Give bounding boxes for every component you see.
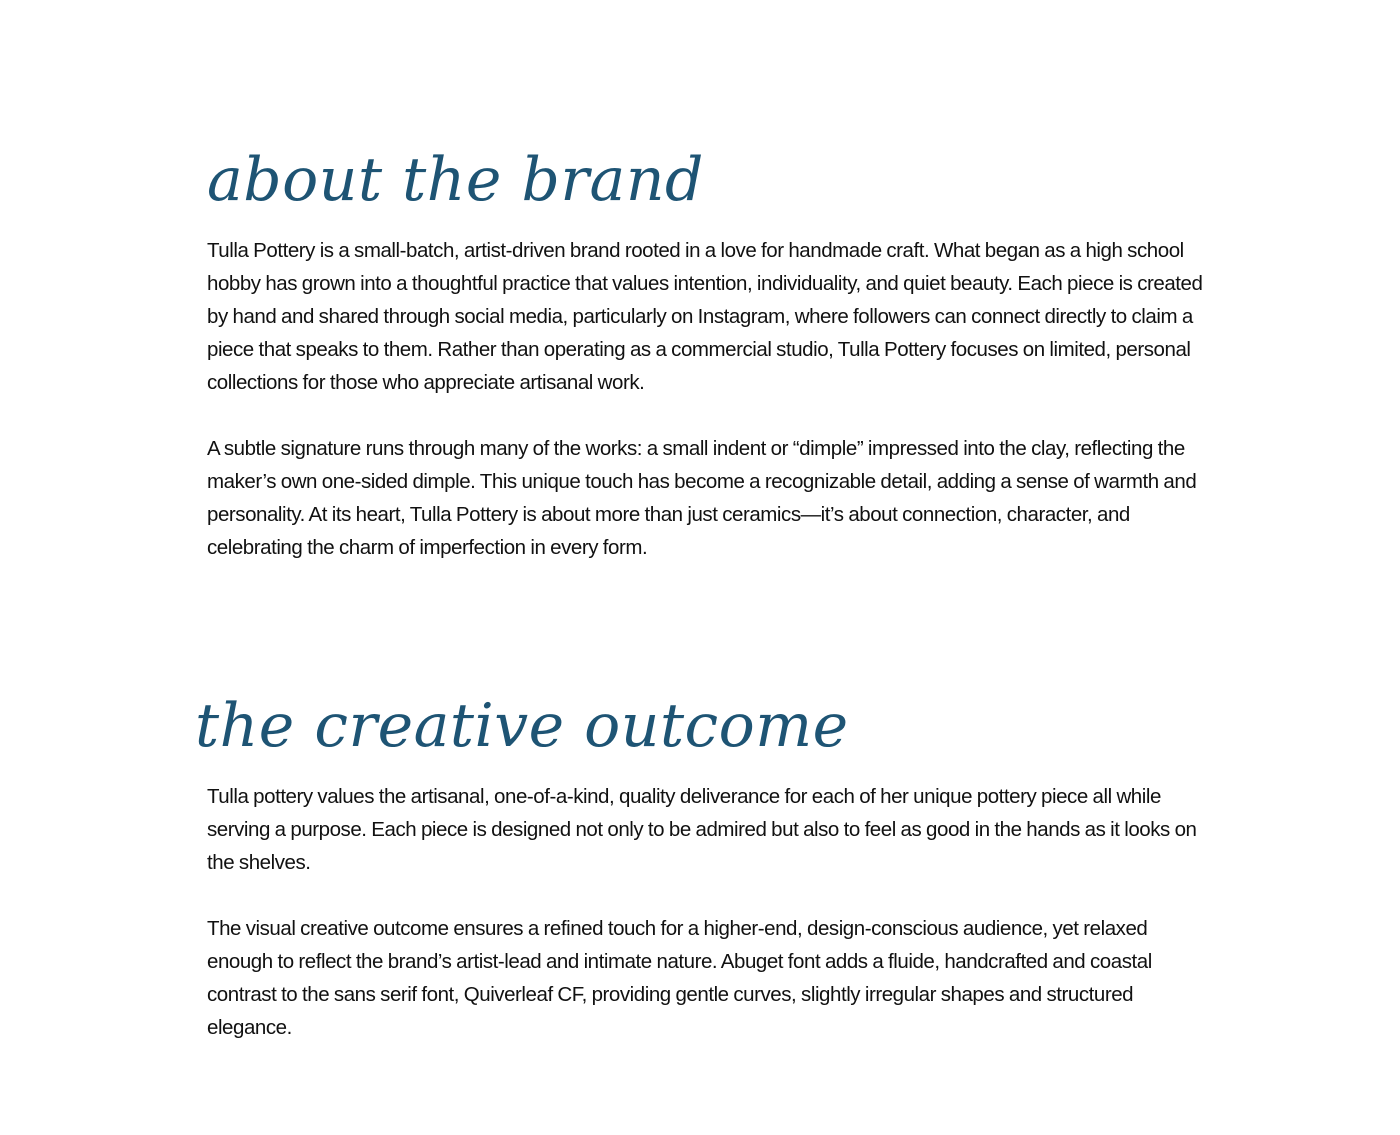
outcome-paragraph-1: Tulla pottery values the artisanal, one-of-a-kind, quality deliverance for each of her unique pottery piece all while serving a purpose. Each piece is designed not only to be admired but also to feel as good in the hands as it looks on the shelves. [207,785,1197,874]
creative-outcome-heading: the creative outcome [195,691,849,761]
about-the-brand-heading: about the brand [207,145,704,215]
outcome-paragraph-2: The visual creative outcome ensures a refined touch for a higher-end, design-conscious audience, yet relaxed enough to reflect the brand’s artist-lead and intimate nature. Abuget font adds a fluide, handcrafted and coastal contrast to the sans serif font, Quiverleaf CF, providing gentle curves, slightly irregular shapes and structured elegance. [207,917,1152,1039]
about-paragraph-1: Tulla Pottery is a small-batch, artist-driven brand rooted in a love for handmade craft. What began as a high school hobby has grown into a thoughtful practice that values intention, individuality, and quiet beauty. Each piece is created by hand and shared through social media, particularly on Instagram, where followers can connect directly to claim a piece that speaks to them. Rather than operating as a commercial studio, Tulla Pottery focuses on limited, personal collections for those who appreciate artisanal work. [207,239,1203,394]
creative-outcome-section [195,684,1212,1044]
about-the-brand-section [207,138,1212,564]
about-paragraph-2: A subtle signature runs through many of the works: a small indent or “dimple” impressed into the clay, reflecting the maker’s own one-sided dimple. This unique touch has become a recognizable detail, adding a sense of warmth and personality. At its heart, Tulla Pottery is about more than just ceramics—it’s about connection, character, and celebrating the charm of imperfection in every form. [207,437,1197,559]
